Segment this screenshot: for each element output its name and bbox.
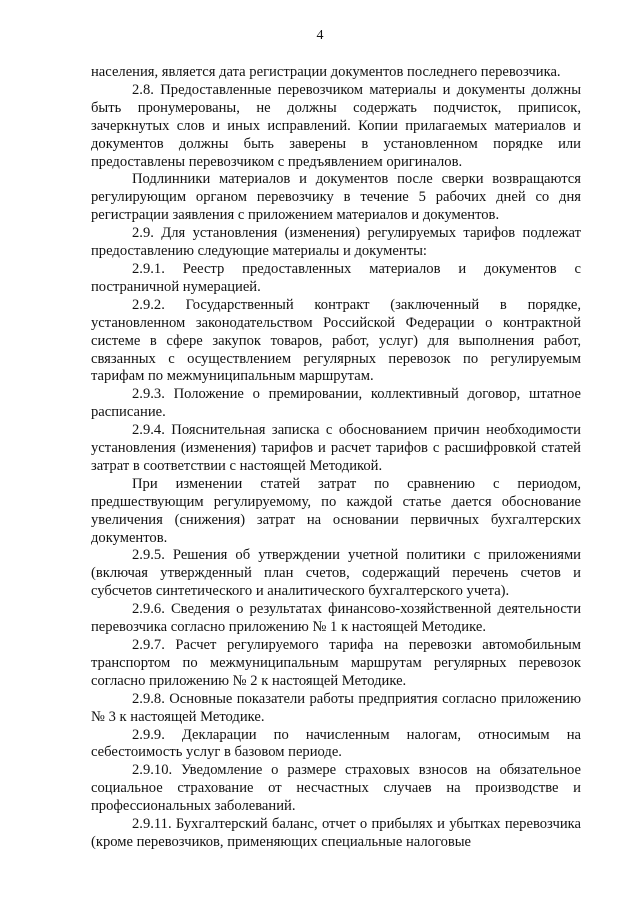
paragraph: 2.9. Для установления (изменения) регулируемых тарифов подлежат предоставлению следующие материалы и документы: xyxy=(91,225,581,260)
paragraph: 2.9.2. Государственный контракт (заключенный в порядке, установленном законодательством Российской Федерации о контрактной системе в сфере закупок товаров, работ, услуг) для выполнения работ, связанных с осуществлением регулярных перевозок по регулируемым тарифам по межмуниципальным маршрутам. xyxy=(91,296,581,385)
paragraph: населения, является дата регистрации документов последнего перевозчика. xyxy=(91,64,561,80)
paragraph: Подлинники материалов и документов после сверки возвращаются регулирующим органом перевозчику в течение 5 рабочих дней со дня регистрации заявления с приложением материалов и документов. xyxy=(91,171,581,224)
document-body xyxy=(91,64,581,852)
paragraph: При изменении статей затрат по сравнению с периодом, предшествующим регулируемому, по каждой статье дается обоснование увеличения (снижения) затрат на основании первичных бухгалтерских документов. xyxy=(91,475,581,546)
paragraph: 2.9.3. Положение о премировании, коллективный договор, штатное расписание. xyxy=(91,386,581,421)
paragraph: 2.9.8. Основные показатели работы предприятия согласно приложению № 3 к настоящей Методике. xyxy=(91,690,581,725)
paragraph: 2.9.10. Уведомление о размере страховых взносов на обязательное социальное страхование от несчастных случаев на производстве и профессиональных заболеваний. xyxy=(91,762,581,815)
paragraph: 2.9.6. Сведения о результатах финансово-хозяйственной деятельности перевозчика согласно приложению № 1 к настоящей Методике. xyxy=(91,601,581,636)
paragraph: 2.8. Предоставленные перевозчиком материалы и документы должны быть пронумерованы, не должны содержать подчисток, приписок, зачеркнутых слов и иных исправлений. Копии прилагаемых материалов и документов должны быть заверены в установленном порядке или предоставлены перевозчиком с предъявлением оригиналов. xyxy=(91,81,581,170)
paragraph: 2.9.1. Реестр предоставленных материалов и документов с постраничной нумерацией. xyxy=(91,260,581,295)
paragraph: 2.9.9. Декларации по начисленным налогам, относимым на себестоимость услуг в базовом периоде. xyxy=(91,726,581,761)
page-number: 4 xyxy=(316,28,324,43)
paragraph: 2.9.11. Бухгалтерский баланс, отчет о прибылях и убытках перевозчика (кроме перевозчиков, применяющих специальные налоговые xyxy=(91,816,581,850)
paragraph: 2.9.4. Пояснительная записка с обоснованием причин необходимости установления (изменения) тарифов и расчет тарифов с расшифровкой статей затрат в соответствии с настоящей Методикой. xyxy=(91,422,581,474)
paragraph: 2.9.5. Решения об утверждении учетной политики с приложениями (включая утвержденный план счетов, содержащий перечень счетов и субсчетов синтетического и аналитического бухгалтерского учета). xyxy=(91,547,581,600)
paragraph: 2.9.7. Расчет регулируемого тарифа на перевозки автомобильным транспортом по межмуниципальным маршрутам регулярных перевозок согласно приложению № 2 к настоящей Методике. xyxy=(91,637,581,689)
